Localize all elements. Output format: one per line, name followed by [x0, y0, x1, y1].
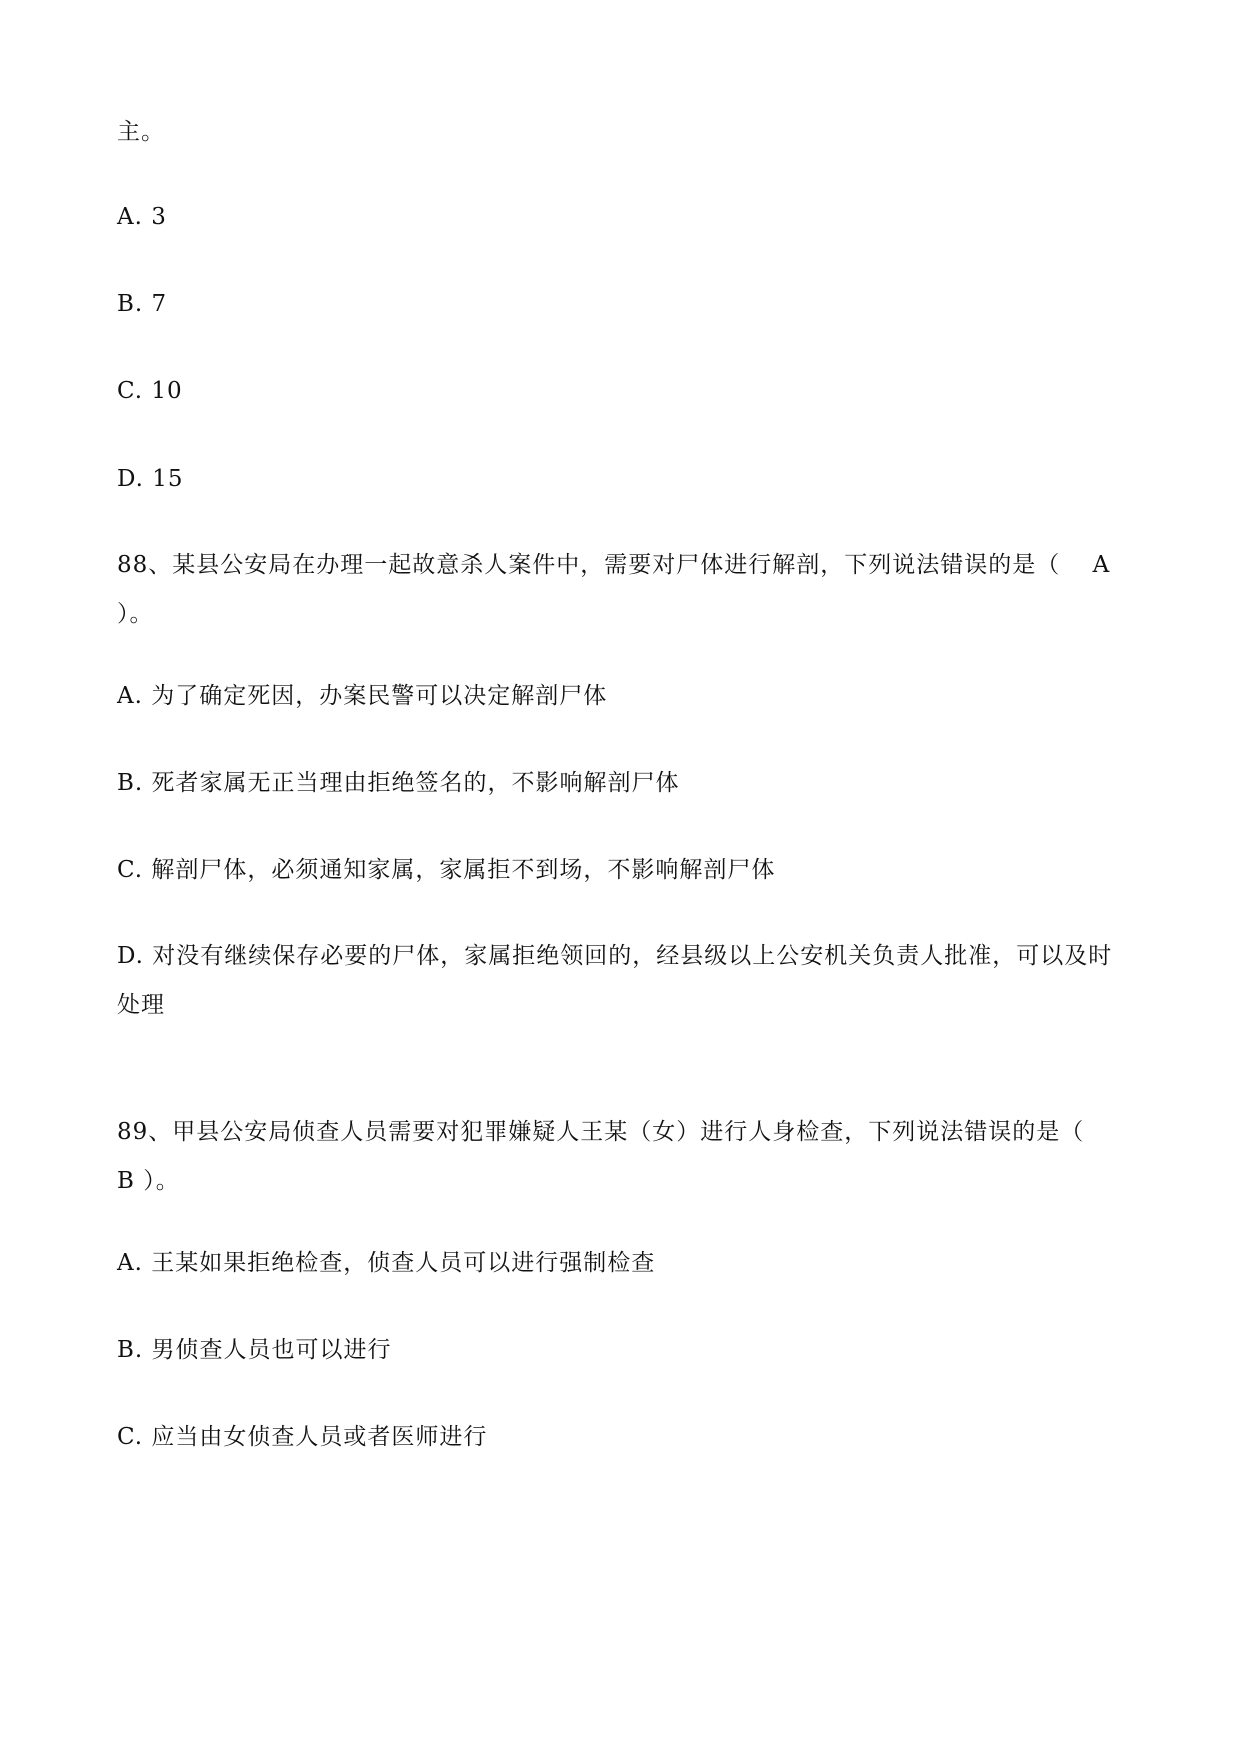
q87-option-a: A. 3 [117, 204, 167, 230]
q87-option-c: C. 10 [117, 378, 183, 404]
q88-option-b: B. 死者家属无正当理由拒绝签名的，不影响解剖尸体 [117, 770, 680, 796]
q89-option-a: A. 王某如果拒绝检查，侦查人员可以进行强制检查 [117, 1250, 656, 1276]
q89-stem: 89、甲县公安局侦查人员需要对犯罪嫌疑人王某（女）进行人身检查，下列说法错误的是（ B ）。 [117, 1119, 1117, 1194]
continuation-text: 主。 [117, 119, 165, 145]
q88-option-a: A. 为了确定死因，办案民警可以决定解剖尸体 [117, 683, 608, 709]
q89-option-b: B. 男侦查人员也可以进行 [117, 1337, 392, 1363]
q87-option-b: B. 7 [117, 291, 168, 317]
q88-option-c: C. 解剖尸体，必须通知家属，家属拒不到场，不影响解剖尸体 [117, 857, 776, 883]
q89-option-c: C. 应当由女侦查人员或者医师进行 [117, 1424, 488, 1450]
q88-stem: 88、某县公安局在办理一起故意杀人案件中，需要对尸体进行解剖，下列说法错误的是（ A ）。 [117, 552, 1111, 627]
q87-option-d: D. 15 [117, 466, 184, 492]
q88-option-d: D. 对没有继续保存必要的尸体，家属拒绝领回的，经县级以上公安机关负责人批准，可以及时处理 [117, 943, 1113, 1018]
